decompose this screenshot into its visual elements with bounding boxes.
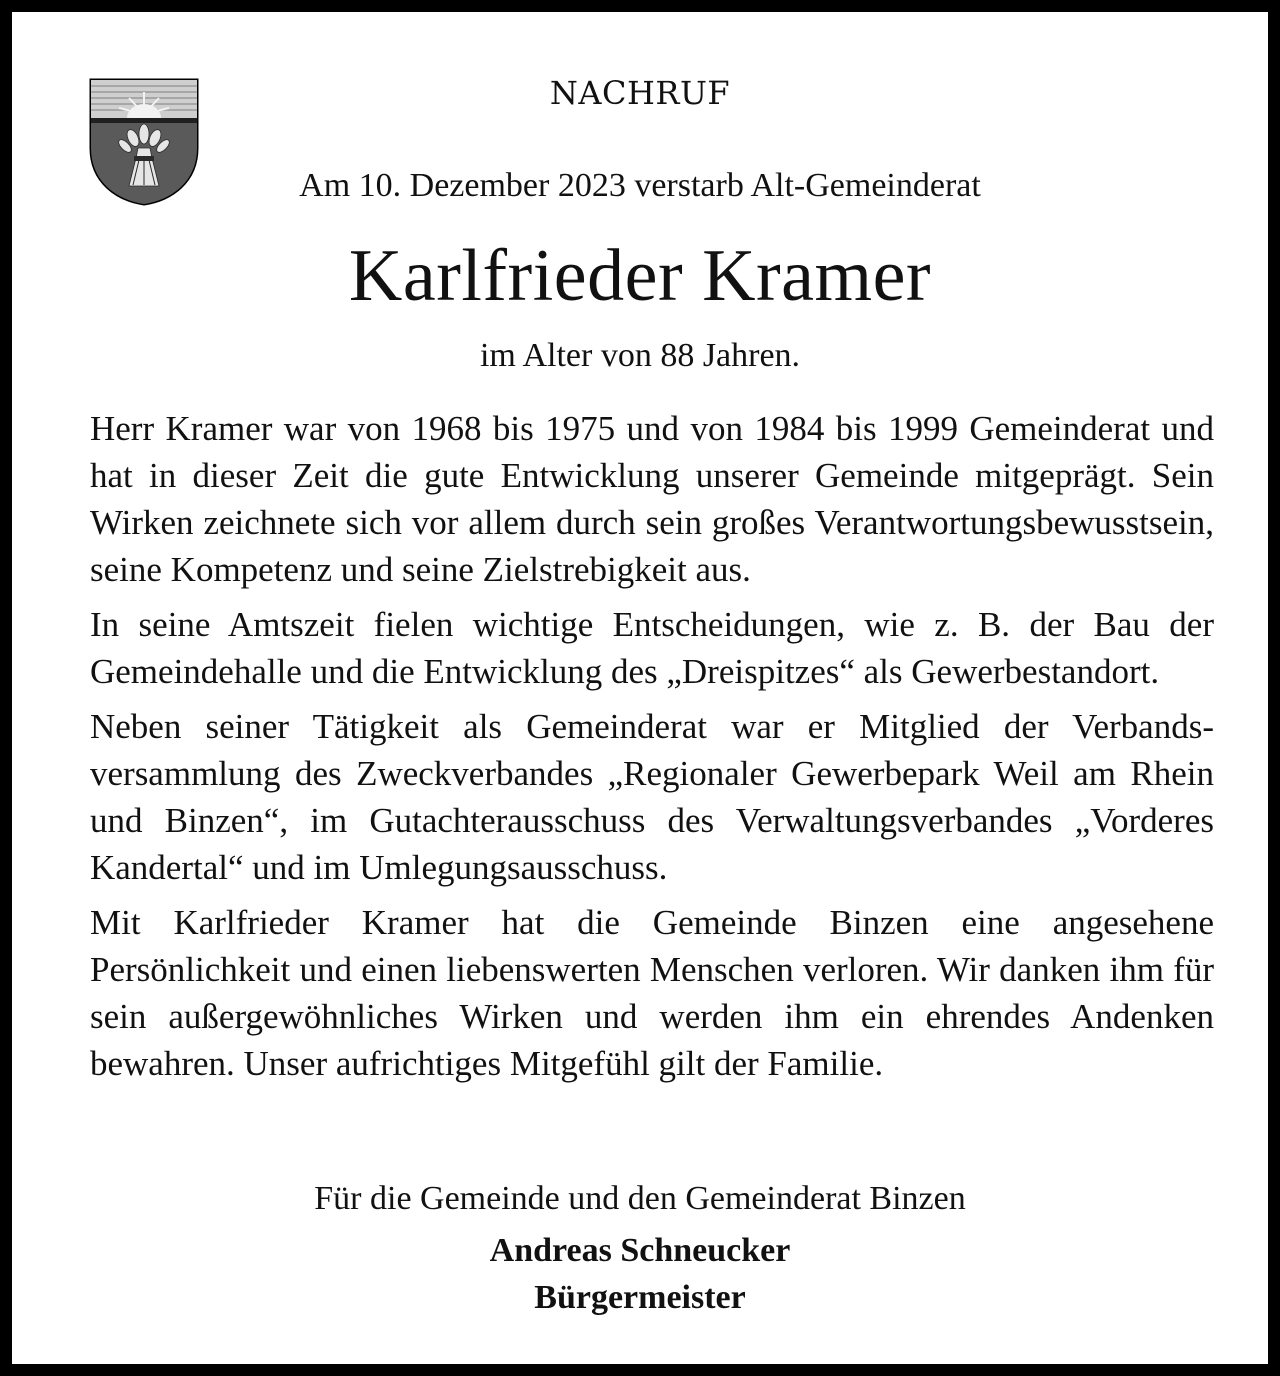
signer-title: Bürgermeister (534, 1279, 746, 1316)
intro-line: Am 10. Dezember 2023 verstarb Alt-Gemeinderat (299, 167, 981, 204)
body-paragraph: Mit Karlfrieder Kramer hat die Gemeinde Binzen eine angesehene Persönlichkeit und einen liebenswerten Menschen verloren. Wir danken ihm für sein außergewöhnliches Wirken und werden ihm ein ehrendes Andenken bewahren. Unser aufrichtiges Mitgefühl gilt der Familie. (90, 903, 1214, 1083)
age-line: im Alter von 88 Jahren. (479, 337, 801, 374)
body-paragraph: Herr Kramer war von 1968 bis 1975 und von 1984 bis 1999 Gemeinderat und hat in dieser Zeit die gute Entwicklung unserer Gemeinde mitgeprägt. Sein Wirken zeichnete sich vor allem durch sein großes Verantwortungsbewusstsein, seine Kompetenz und seine Zielstrebigkeit aus. (90, 409, 1214, 589)
obituary-body (90, 405, 1214, 1095)
notice-heading: NACHRUF (549, 74, 731, 112)
body-paragraph: Neben seiner Tätigkeit als Gemeinderat war er Mitglied der Verbandsversammlung des Zweckverbandes „Regionaler Gewerbepark Weil am Rhein und Binzen“, im Gutachterausschuss des Verwaltungsverbandes „Vorderes Kandertal“ und im Umlegungsausschuss. (90, 707, 1214, 887)
body-paragraph: In seine Amtszeit fielen wichtige Entscheidungen, wie z. B. der Bau der Gemeindehalle und die Entwicklung des „Dreispitzes“ als Gewerbestandort. (90, 605, 1214, 691)
closing-line: Für die Gemeinde und den Gemeinderat Binzen (314, 1180, 966, 1217)
signer-name: Andreas Schneucker (489, 1232, 791, 1269)
deceased-name: Karlfrieder Kramer (348, 235, 932, 317)
